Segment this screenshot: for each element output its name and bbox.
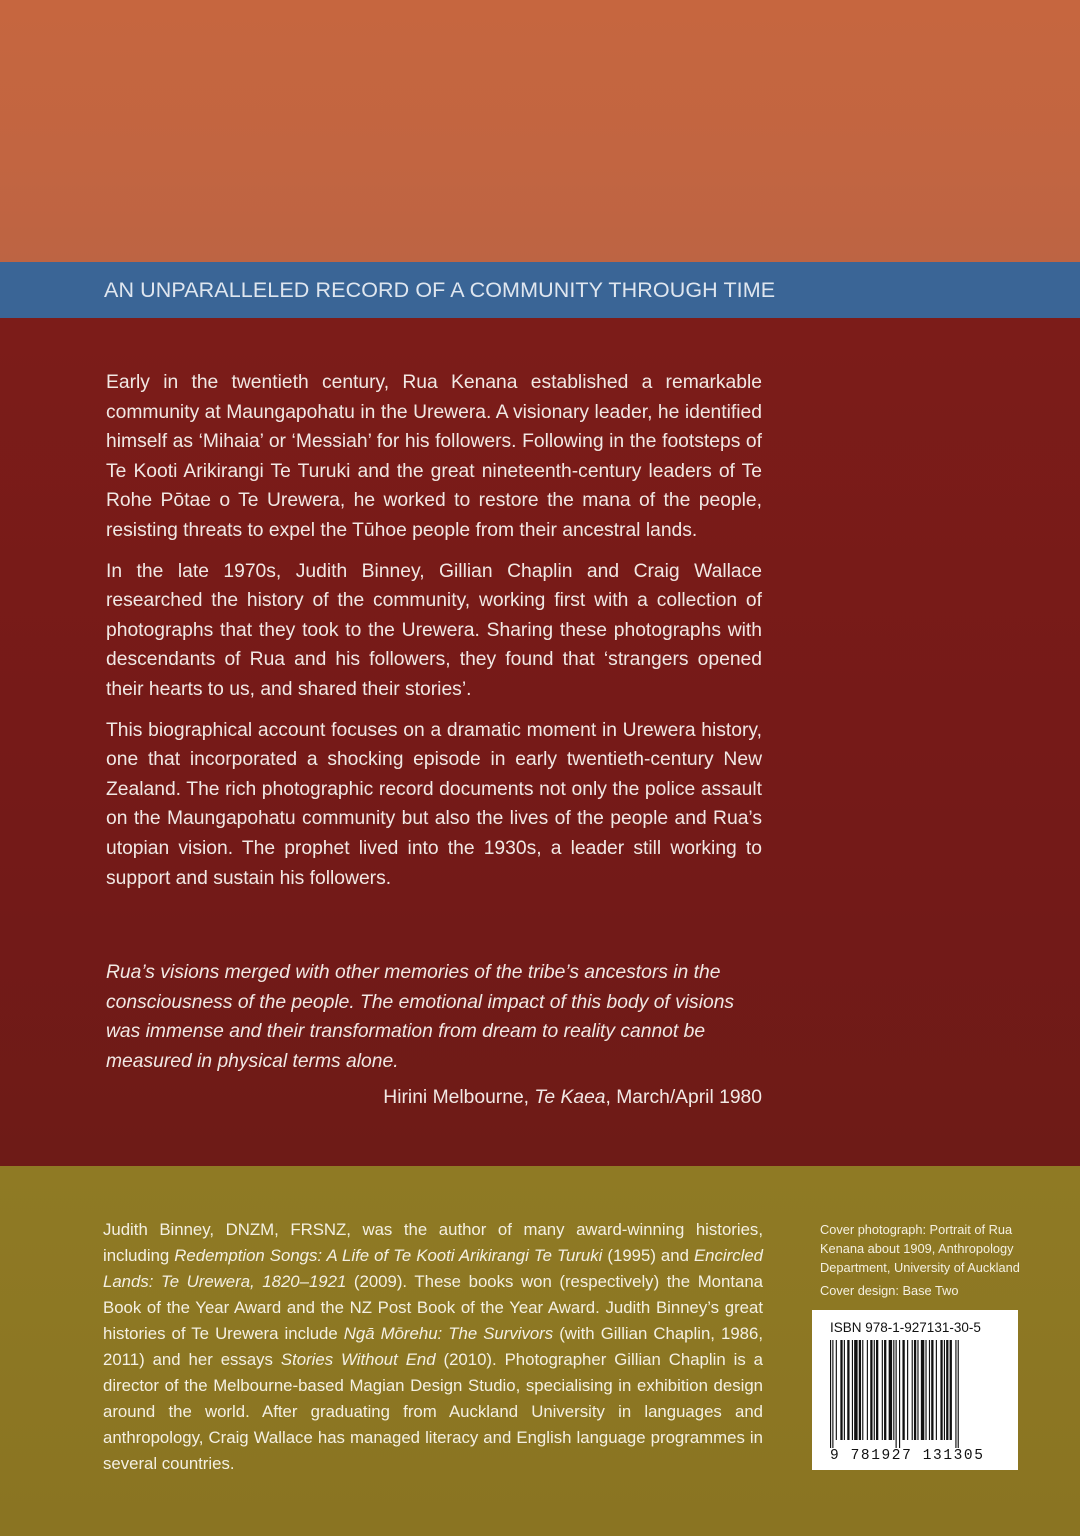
book-description [106,368,762,904]
cover-photo-credit: Cover photograph: Portrait of Rua Kenana about 1909, Anthropology Department, University of Auckland [820,1222,1020,1275]
barcode-bar [844,1340,845,1440]
book-title: Redemption Songs: A Life of Te Kooti Arikirangi Te Turuki [174,1246,603,1265]
barcode-digits: 9 781927 131305 [830,1448,985,1464]
barcode-bar [889,1340,892,1440]
top-color-band [0,0,1080,262]
isbn-barcode [812,1310,1018,1470]
description-paragraph-1: Early in the twentieth century, Rua Kenana established a remarkable community at Maungapohatu in the Urewera. A visionary leader, he identified himself as ‘Mihaia’ or ‘Messiah’ for his followers. Following in the footsteps of Te Kooti Arikirangi Te Turuki and the great nineteenth-century leaders of Te Rohe Pōtae o Te Urewera, he worked to restore the mana of the people, resisting threats to expel the Tūhoe people from their ancestral lands. [106,372,762,541]
barcode-bar [862,1340,863,1440]
barcode-bar [884,1340,886,1440]
barcode-bar [955,1340,956,1448]
bio-text: (with Gillian Chaplin, 1986, 2011) and her essays [103,1324,764,1369]
bio-text: (2010). Photographer Gillian Chaplin is a director of the Melbourne-based Magian Design Studio, specialising in exhibition design around the world. After graduating from Auckland University in languages and anthropology, Craig Wallace has managed literacy and English language programmes in several countries. [103,1350,763,1473]
barcode-bar [852,1340,853,1440]
bio-text: (1995) and [602,1246,694,1265]
barcode-bar [946,1340,948,1440]
quote-attribution [106,1087,762,1109]
barcode-bar [847,1340,849,1440]
quote-text: Rua’s visions merged with other memories of the tribe’s ancestors in the consciousness of the people. The emotional impact of this body of visions was immense and their transformation from dream to reality cannot be measured in physical terms alone. [106,962,735,1072]
tagline: AN UNPARALLELED RECORD OF A COMMUNITY THROUGH TIME [104,278,776,302]
barcode-bars [830,1340,1002,1448]
barcode-bar [902,1340,904,1440]
bio-text: Judith Binney, DNZM, FRSNZ, was the author of many award-winning histories, including [103,1220,763,1265]
barcode-bar [958,1340,959,1448]
barcode-bar [893,1340,894,1440]
barcode-bar [867,1340,868,1440]
description-paragraph-2: In the late 1970s, Judith Binney, Gillian Chaplin and Craig Wallace researched the history of the community, working first with a collection of photographs that they took to the Urewera. Sharing these photographs with descendants of Rua and his followers, they found that ‘strangers opened their hearts to us, and shared their stories’. [106,560,762,700]
barcode-bar [912,1340,913,1440]
quote-source: Te Kaea [534,1087,606,1108]
barcode-bar [836,1340,837,1440]
barcode-bar [874,1340,875,1440]
author-bio [103,1217,763,1477]
pull-quote [106,958,762,1076]
barcode-bar [896,1340,897,1448]
barcode-bar [917,1340,918,1440]
barcode-bar [950,1340,952,1440]
barcode-bar [876,1340,878,1440]
book-title: Ngā Mōrehu: The Survivors [343,1324,554,1343]
barcode-bar [899,1340,900,1448]
barcode-bar [832,1340,833,1448]
barcode-bar [921,1340,924,1440]
barcode-bar [931,1340,933,1440]
barcode-bar [870,1340,872,1440]
barcode-bar [854,1340,857,1440]
barcode-bar [914,1340,916,1440]
book-title: Stories Without End [280,1350,436,1369]
barcode-bar [907,1340,908,1440]
barcode-bar [929,1340,930,1440]
barcode-bar [944,1340,945,1440]
barcode-bar [925,1340,926,1440]
barcode-bar [830,1340,831,1448]
barcode-bar [940,1340,942,1440]
quote-author: Hirini Melbourne, [383,1087,530,1108]
bio-text: (2009). These books won (respectively) the Montana Book of the Year Award and the NZ Post Book of the Year Award. Judith Binney’s great histories of Te Urewera include [103,1272,763,1343]
barcode-bar [882,1340,883,1440]
barcode-bar [840,1340,842,1440]
quote-date: , March/April 1980 [605,1087,762,1108]
description-paragraph-3: This biographical account focuses on a dramatic moment in Urewera history, one that incorporated a shocking episode in early twentieth-century New Zealand. The rich photographic record documents not only the police assault on the Maungapohatu community but also the lives of the people and Rua’s utopian vision. The prophet lived into the 1930s, a leader still working to support and sustain his followers. [106,719,762,889]
isbn-label: ISBN 978-1-927131-30-5 [830,1320,981,1335]
barcode-bar [936,1340,937,1440]
cover-design-credit: Cover design: Base Two [820,1283,959,1298]
book-title: Encircled Lands: Te Urewera, 1820–1921 [103,1246,763,1291]
barcode-bar [859,1340,861,1440]
